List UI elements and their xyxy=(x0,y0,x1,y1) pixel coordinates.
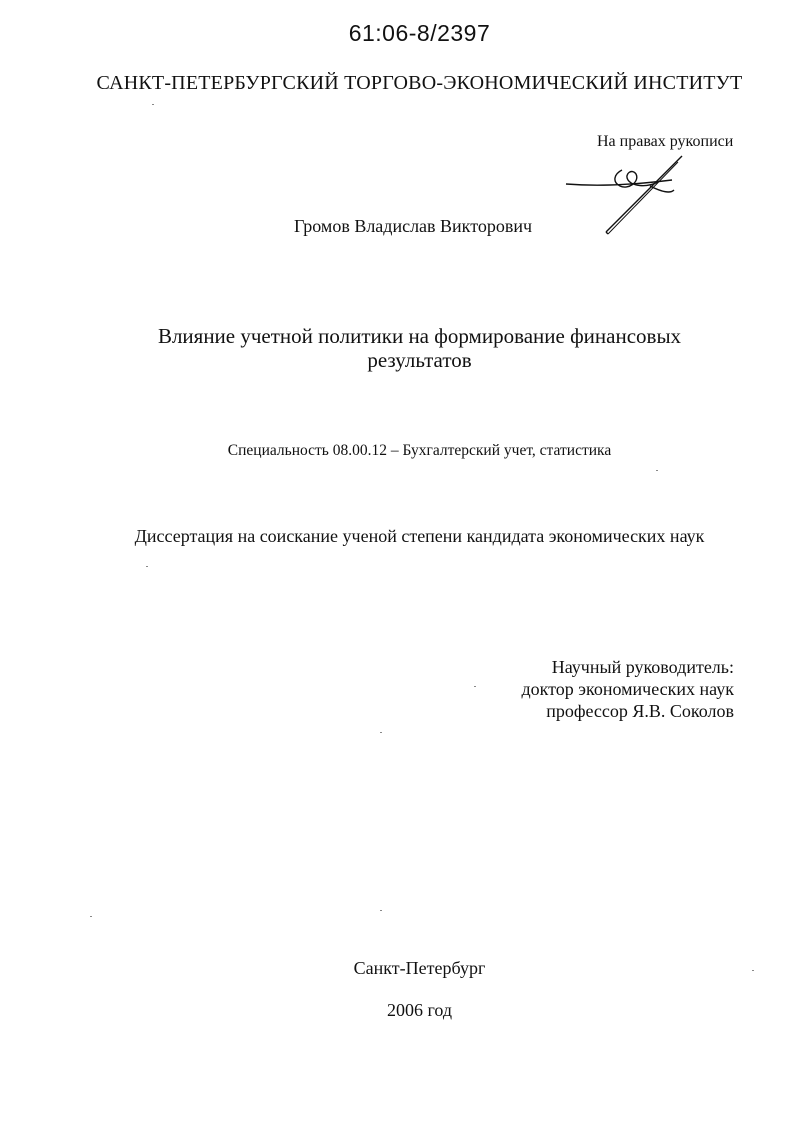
advisor-label: Научный руководитель: xyxy=(551,657,734,677)
institute-name: САНКТ-ПЕТЕРБУРГСКИЙ ТОРГОВО-ЭКОНОМИЧЕСКИЙ ИНСТИТУТ xyxy=(96,72,743,94)
thesis-title-line-2: результатов xyxy=(367,348,472,372)
year: 2006 год xyxy=(386,1000,453,1020)
degree-statement: Диссертация на соискание ученой степени кандидата экономических наук xyxy=(134,526,705,546)
scan-speck xyxy=(656,470,658,471)
scientific-advisor-block xyxy=(522,656,734,722)
archive-code: 61:06-8/2397 xyxy=(348,20,491,46)
scan-speck xyxy=(474,686,476,687)
manuscript-rights-note: На правах рукописи xyxy=(597,133,734,150)
advisor-degree: доктор экономических наук xyxy=(521,679,734,699)
city: Санкт-Петербург xyxy=(353,958,486,978)
scan-speck xyxy=(152,104,154,105)
scan-speck xyxy=(380,910,382,911)
thesis-title-line-1: Влияние учетной политики на формирование финансовых xyxy=(157,324,682,348)
author-name: Громов Владислав Викторович xyxy=(294,216,533,236)
scan-speck xyxy=(380,732,382,733)
thesis-title xyxy=(0,324,794,372)
scan-speck xyxy=(752,970,754,971)
advisor-name: профессор Я.В. Соколов xyxy=(546,701,734,721)
scan-speck xyxy=(146,566,148,567)
signature-mark xyxy=(562,152,692,240)
specialty: Специальность 08.00.12 – Бухгалтерский учет, статистика xyxy=(227,442,612,459)
scan-speck xyxy=(90,916,92,917)
